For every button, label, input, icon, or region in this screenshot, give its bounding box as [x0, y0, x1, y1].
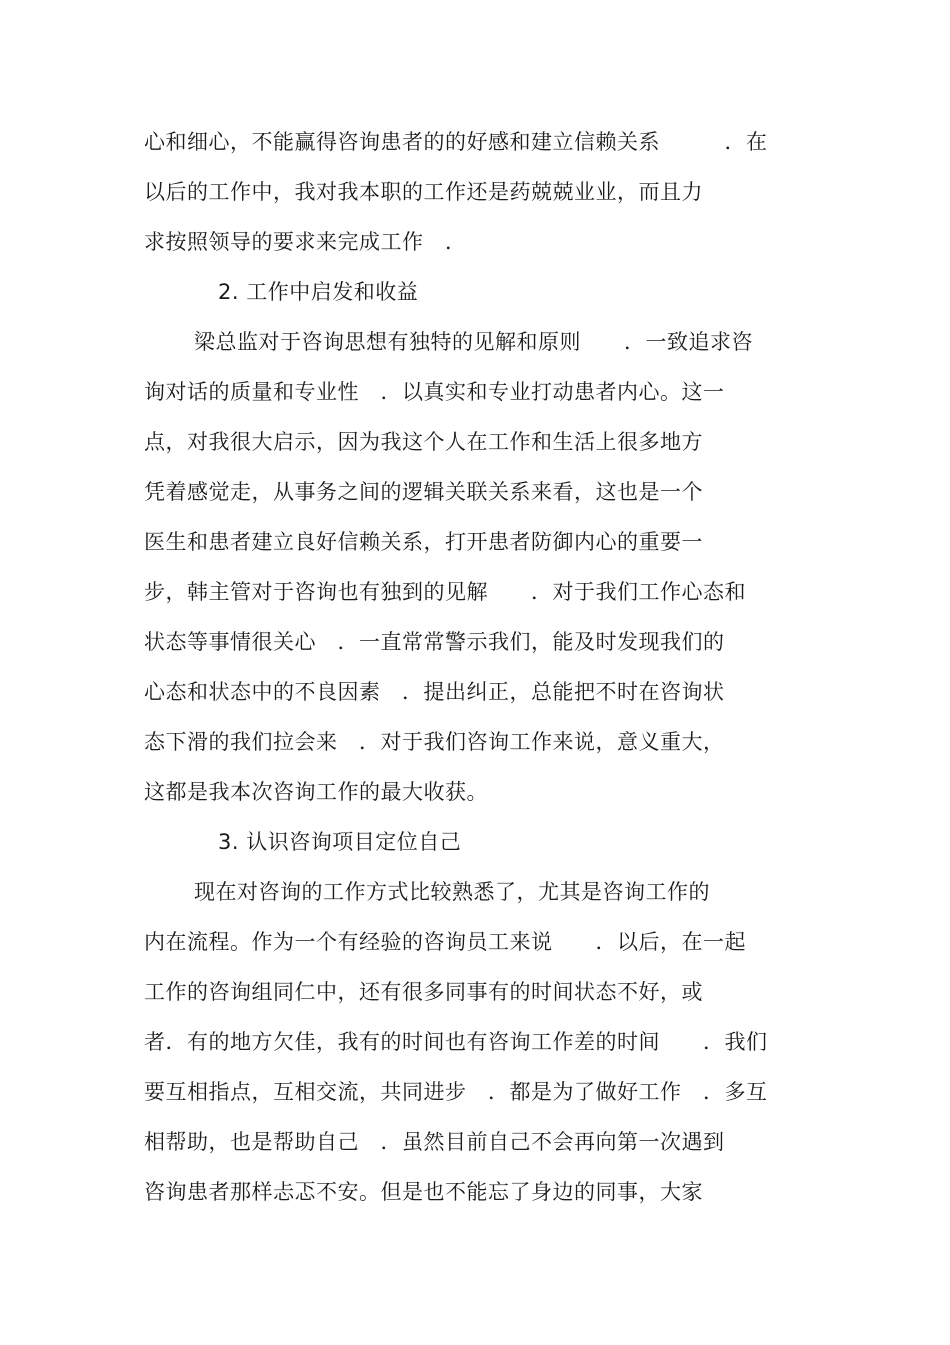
text-line: 心态和状态中的不良因素 ．提出纠正，总能把不时在咨询状 [144, 680, 725, 704]
text-line: 询对话的质量和专业性 ．以真实和专业打动患者内心。这一 [144, 380, 725, 404]
text-line: 梁总监对于咨询思想有独特的见解和原则 ．一致追求咨 [194, 330, 753, 354]
section-heading: 2. 工作中启发和收益 [218, 280, 419, 304]
text-line: 医生和患者建立良好信赖关系，打开患者防御内心的重要一 [144, 530, 703, 554]
text-line: 步，韩主管对于咨询也有独到的见解 ．对于我们工作心态和 [144, 580, 746, 604]
section-heading: 3. 认识咨询项目定位自己 [218, 830, 462, 854]
text-line: 以后的工作中，我对我本职的工作还是药兢兢业业，而且力 [144, 180, 703, 204]
text-line: 点，对我很大启示，因为我这个人在工作和生活上很多地方 [144, 430, 703, 454]
text-line: 现在对咨询的工作方式比较熟悉了，尤其是咨询工作的 [194, 880, 710, 904]
text-line: 相帮助，也是帮助自己 ．虽然目前自己不会再向第一次遇到 [144, 1130, 725, 1154]
text-line: 要互相指点，互相交流，共同进步 ．都是为了做好工作 ．多互 [144, 1080, 768, 1104]
text-line: 凭着感觉走，从事务之间的逻辑关联关系来看，这也是一个 [144, 480, 703, 504]
text-line: 这都是我本次咨询工作的最大收获。 [144, 780, 488, 804]
text-line: 心和细心，不能赢得咨询患者的的好感和建立信赖关系 ．在 [144, 130, 768, 154]
text-line: 求按照领导的要求来完成工作 ． [144, 230, 467, 254]
text-line: 咨询患者那样忐忑不安。但是也不能忘了身边的同事，大家 [144, 1180, 703, 1204]
text-line: 态下滑的我们拉会来 ．对于我们咨询工作来说，意义重大， [144, 730, 725, 754]
text-line: 工作的咨询组同仁中，还有很多同事有的时间状态不好，或 [144, 980, 703, 1004]
text-line: 内在流程。作为一个有经验的咨询员工来说 ．以后，在一起 [144, 930, 746, 954]
text-line: 者．有的地方欠佳，我有的时间也有咨询工作差的时间 ．我们 [144, 1030, 768, 1054]
text-line: 状态等事情很关心 ．一直常常警示我们，能及时发现我们的 [144, 630, 725, 654]
